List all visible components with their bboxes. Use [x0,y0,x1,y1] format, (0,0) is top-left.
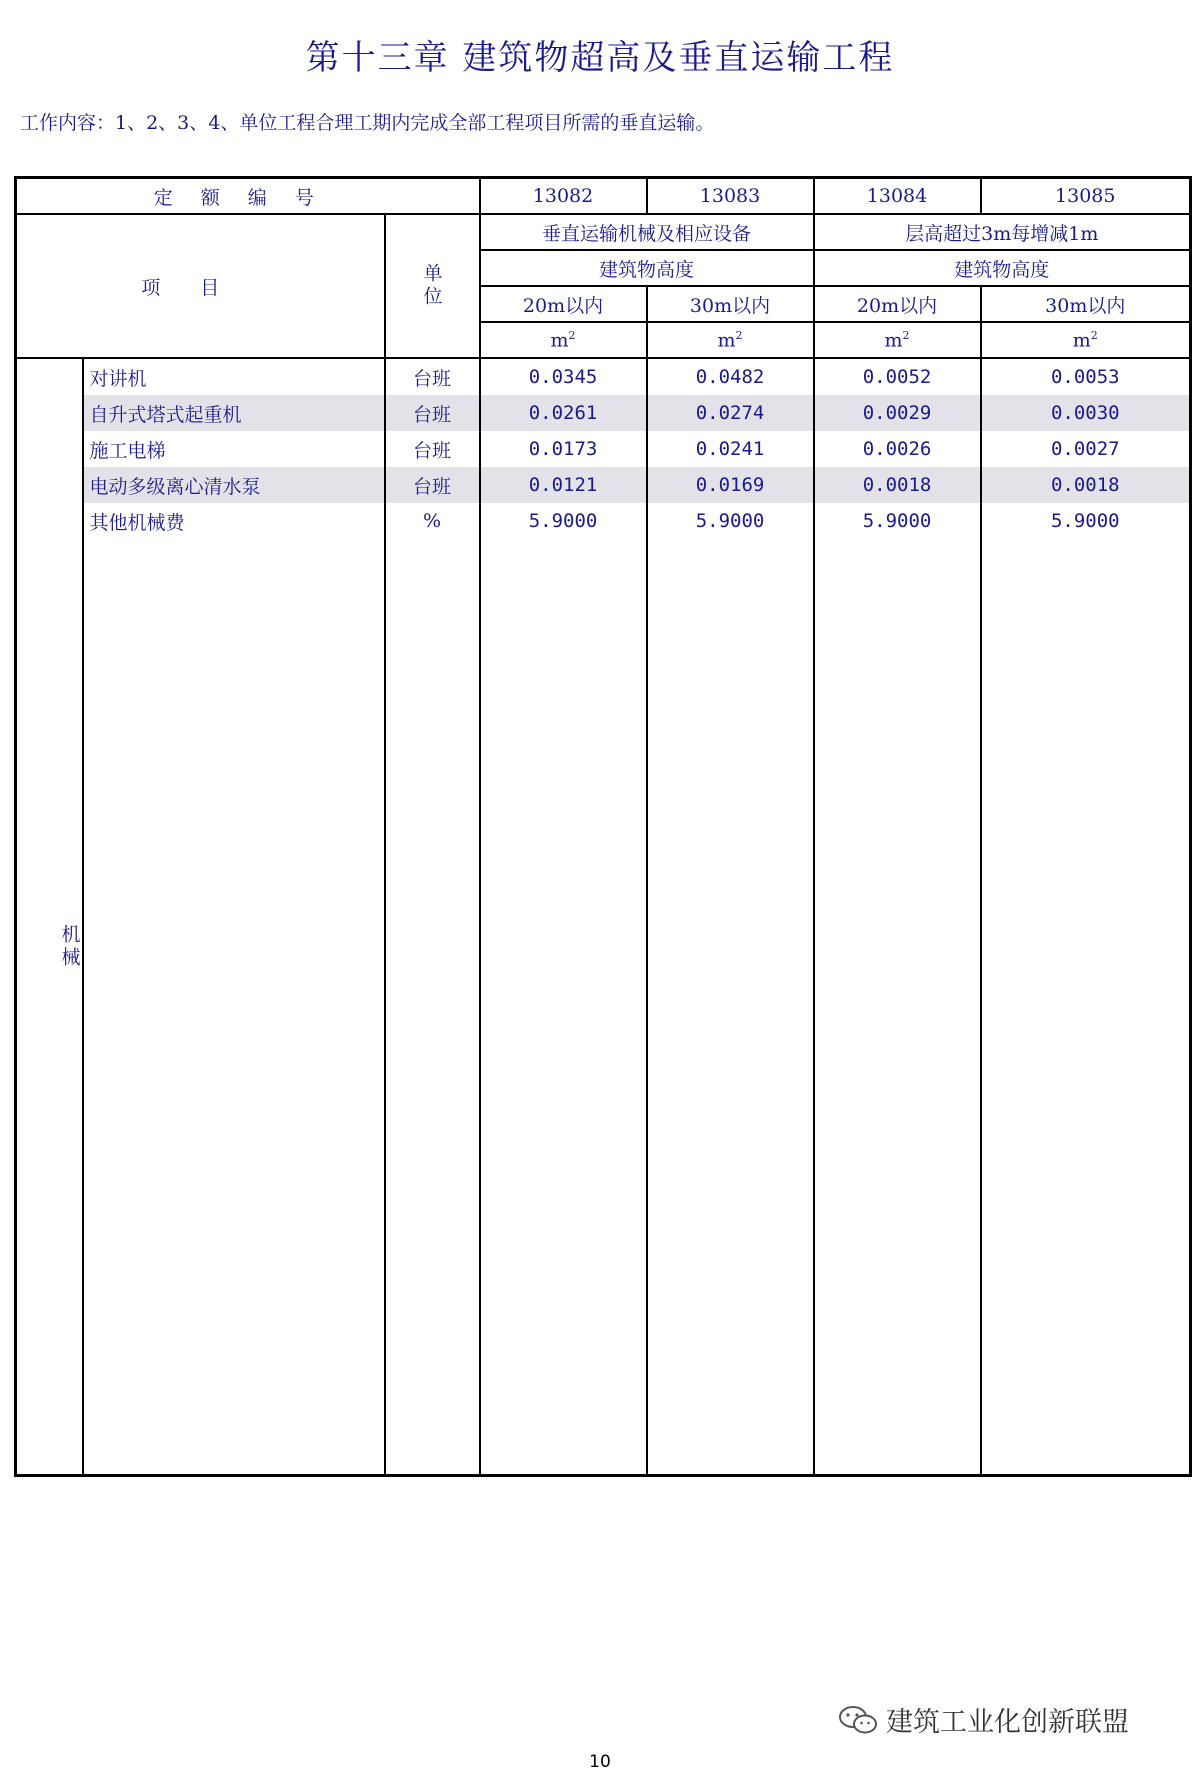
measure-unit-cell [647,322,814,358]
measure-unit-cell [814,322,981,358]
value-cell: 0.0018 [981,467,1191,503]
wechat-icon [838,1705,878,1735]
value-cell: 5.9000 [647,503,814,539]
item-unit: 台班 [385,358,480,395]
value-cell: 5.9000 [480,503,647,539]
work-content-text: 工作内容：1、2、3、4、单位工程合理工期内完成全部工程项目所需的垂直运输。 [20,112,715,134]
measure-unit-exponent: 2 [902,328,910,342]
range-cell: 30m以内 [981,286,1191,322]
measure-unit-base: m [550,329,569,352]
item-unit: 台班 [385,431,480,467]
value-cell: 5.9000 [814,503,981,539]
group-header-b: 层高超过3m每增减1m [814,214,1191,250]
item-name: 电动多级离心清水泵 [83,467,385,503]
range-cell: 20m以内 [814,286,981,322]
filler-cell [814,539,981,1476]
measure-unit-cell [480,322,647,358]
value-cell: 0.0026 [814,431,981,467]
item-unit: 台班 [385,395,480,431]
item-name: 对讲机 [83,358,385,395]
item-name: 施工电梯 [83,431,385,467]
value-cell: 0.0241 [647,431,814,467]
value-cell: 0.0169 [647,467,814,503]
value-cell: 0.0345 [480,358,647,395]
quota-number-cell: 13082 [480,178,647,215]
value-cell: 0.0027 [981,431,1191,467]
header-row-group [16,214,1191,250]
height-header-a: 建筑物高度 [480,250,814,286]
measure-unit-base: m [1072,329,1091,352]
filler-cell [385,539,480,1476]
table-row [16,395,1191,431]
table-row [16,431,1191,467]
measure-unit-exponent: 2 [1090,328,1098,342]
table-filler-row [16,539,1191,1476]
value-cell: 0.0121 [480,467,647,503]
quota-number-label: 定额编号 [16,178,480,215]
item-name: 自升式塔式起重机 [83,395,385,431]
range-cell: 30m以内 [647,286,814,322]
measure-unit-exponent: 2 [735,328,743,342]
value-cell: 0.0173 [480,431,647,467]
value-cell: 0.0030 [981,395,1191,431]
page-number: 10 [589,1752,611,1772]
value-cell: 0.0018 [814,467,981,503]
item-unit: 台班 [385,467,480,503]
value-cell: 5.9000 [981,503,1191,539]
page-title: 第十三章 建筑物超高及垂直运输工程 [305,38,895,78]
table-row [16,467,1191,503]
measure-unit-exponent: 2 [568,328,576,342]
unit-header: 单位 [385,214,480,358]
category-cell: 机械 [16,358,83,1476]
filler-cell [981,539,1191,1476]
measure-unit-base: m [717,329,736,352]
quota-number-cell: 13084 [814,178,981,215]
item-header: 项目 [16,214,385,358]
quota-table [14,176,1192,1477]
height-header-b: 建筑物高度 [814,250,1191,286]
measure-unit-base: m [884,329,903,352]
value-cell: 0.0261 [480,395,647,431]
table-row [16,503,1191,539]
value-cell: 0.0274 [647,395,814,431]
quota-number-row [16,178,1191,215]
item-name: 其他机械费 [83,503,385,539]
group-header-a: 垂直运输机械及相应设备 [480,214,814,250]
filler-cell [480,539,647,1476]
value-cell: 0.0482 [647,358,814,395]
watermark [838,1700,1129,1739]
measure-unit-cell [981,322,1191,358]
item-unit: % [385,503,480,539]
filler-cell [647,539,814,1476]
range-cell: 20m以内 [480,286,647,322]
filler-cell [83,539,385,1476]
table-row [16,358,1191,395]
watermark-text: 建筑工业化创新联盟 [886,1707,1129,1738]
quota-number-cell: 13085 [981,178,1191,215]
value-cell: 0.0053 [981,358,1191,395]
value-cell: 0.0052 [814,358,981,395]
quota-number-cell: 13083 [647,178,814,215]
value-cell: 0.0029 [814,395,981,431]
